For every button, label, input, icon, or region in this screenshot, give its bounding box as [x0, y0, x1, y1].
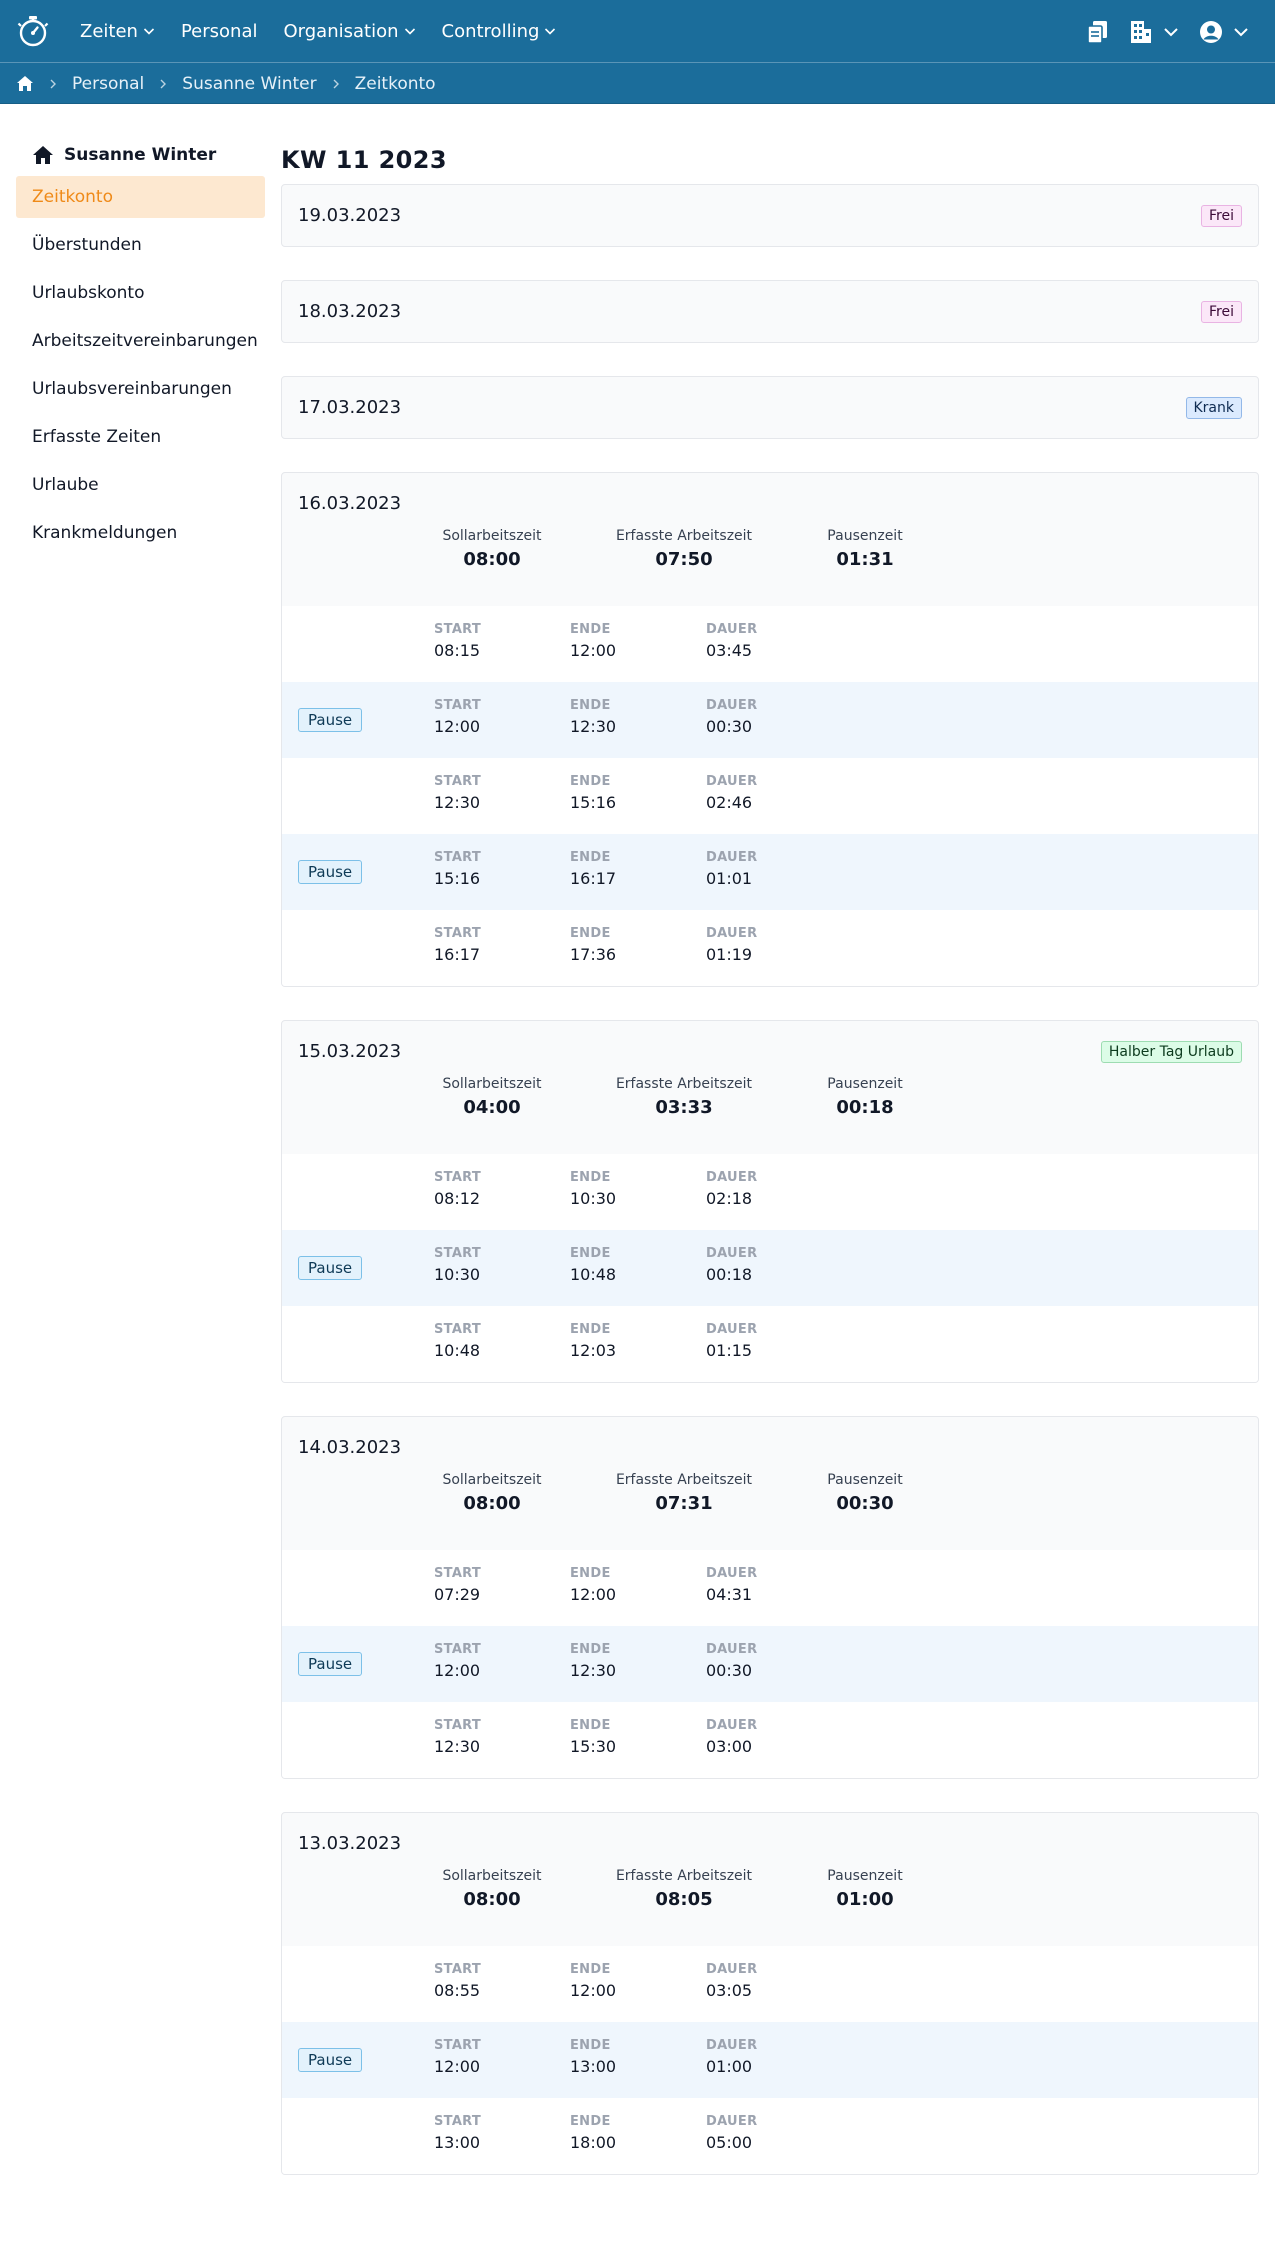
segment-header: DAUER: [706, 850, 758, 865]
work-segment: [282, 758, 1258, 834]
segment-value: 12:00: [570, 1981, 617, 2000]
segment-ende: [570, 1642, 616, 1680]
chevron-down-icon: [1233, 24, 1249, 40]
segment-value: 03:45: [706, 641, 753, 660]
work-segment: [282, 1154, 1258, 1230]
nav-item-label: Personal: [180, 20, 258, 42]
work-segment: [282, 606, 1258, 682]
segment-dauer: [706, 774, 757, 812]
segment-value: 12:30: [570, 1661, 617, 1680]
segment-value: 15:16: [570, 793, 617, 812]
segment-ende: [570, 1718, 616, 1756]
breadcrumb-item[interactable]: Personal: [72, 73, 145, 94]
segment-start: [434, 1322, 481, 1360]
day-header: [282, 281, 1258, 342]
segment-header: START: [434, 1246, 482, 1261]
segment-value: 00:30: [706, 1661, 753, 1680]
sidebar-item-arbeitszeitvereinbarungen[interactable]: Arbeitszeitvereinbarungen: [32, 331, 258, 351]
segment-header: DAUER: [706, 1718, 758, 1733]
segment-value: 10:30: [570, 1189, 617, 1208]
segment-header: START: [434, 926, 482, 941]
segment-value: 12:30: [570, 717, 617, 736]
pause-tag: Pause: [298, 2048, 362, 2072]
segment-ende: [570, 774, 616, 812]
day-card: [281, 184, 1259, 247]
segment-ende: [570, 1322, 616, 1360]
chevron-down-icon: [544, 25, 556, 37]
main-nav: [0, 0, 1275, 63]
segment-value: 10:30: [434, 1265, 481, 1284]
segment-start: [434, 1718, 481, 1756]
segment-header: ENDE: [570, 1566, 611, 1581]
segment-value: 12:30: [434, 793, 481, 812]
day-date: 19.03.2023: [298, 205, 402, 226]
segment-start: [434, 1170, 481, 1208]
segment-value: 13:00: [570, 2057, 617, 2076]
summary-value: 08:00: [463, 1889, 521, 1910]
nav-item-label: Controlling: [441, 20, 540, 42]
segment-ende: [570, 2038, 616, 2076]
employee-name: Susanne Winter: [64, 145, 217, 165]
segment-dauer: [706, 1962, 757, 2000]
zeitkonto-content: [281, 134, 1259, 2208]
segment-start: [434, 926, 481, 964]
segment-header: DAUER: [706, 622, 758, 637]
segment-start: [434, 1642, 481, 1680]
segment-value: 01:00: [706, 2057, 753, 2076]
segment-value: 15:30: [570, 1737, 617, 1756]
segment-header: ENDE: [570, 774, 611, 789]
segment-value: 01:15: [706, 1341, 753, 1360]
day-date: 15.03.2023: [298, 1041, 402, 1062]
day-status-badge: Frei: [1201, 205, 1242, 227]
nav-item-zeiten[interactable]: [80, 21, 155, 42]
segment-header: ENDE: [570, 2038, 611, 2053]
chevron-down-icon: [404, 25, 416, 37]
segment-dauer: [706, 698, 757, 736]
day-card: [281, 1812, 1259, 2175]
day-date: 14.03.2023: [298, 1437, 402, 1458]
segment-value: 02:46: [706, 793, 753, 812]
segment-header: START: [434, 698, 482, 713]
segment-header: DAUER: [706, 2038, 758, 2053]
segment-dauer: [706, 1718, 757, 1756]
segment-value: 00:30: [706, 717, 753, 736]
sidebar-item-zeitkonto[interactable]: Zeitkonto: [16, 176, 265, 218]
summary-value: 08:05: [655, 1889, 713, 1910]
summary-label: Sollarbeitszeit: [442, 1076, 542, 1092]
nav-item-personal[interactable]: [181, 21, 258, 42]
summary-label: Pausenzeit: [827, 1076, 903, 1092]
segment-value: 16:17: [434, 945, 481, 964]
work-segment: [282, 1550, 1258, 1626]
day-card: [281, 1020, 1259, 1383]
segment-ende: [570, 1246, 616, 1284]
segment-header: ENDE: [570, 1962, 611, 1977]
summary-label: Erfasste Arbeitszeit: [615, 1472, 753, 1488]
summary-pause: [765, 1868, 965, 1910]
segment-header: DAUER: [706, 1962, 758, 1977]
summary-value: 08:00: [463, 549, 521, 570]
segment-value: 12:00: [434, 717, 481, 736]
nav-item-label: Zeiten: [80, 20, 138, 42]
segment-header: DAUER: [706, 2114, 758, 2129]
summary-label: Pausenzeit: [827, 528, 903, 544]
segment-header: ENDE: [570, 1718, 611, 1733]
sidebar-item-krankmeldungen[interactable]: Krankmeldungen: [32, 523, 178, 543]
day-summary: [282, 1464, 1258, 1550]
segment-ende: [570, 1566, 616, 1604]
segment-header: DAUER: [706, 698, 758, 713]
segment-header: ENDE: [570, 1170, 611, 1185]
day-card: [281, 376, 1259, 439]
day-date: 18.03.2023: [298, 301, 402, 322]
segment-header: START: [434, 1170, 482, 1185]
pause-tag: Pause: [298, 860, 362, 884]
segment-header: ENDE: [570, 1246, 611, 1261]
work-segment: [282, 910, 1258, 986]
segment-ende: [570, 2114, 616, 2152]
segment-value: 04:31: [706, 1585, 753, 1604]
day-summary: [282, 1860, 1258, 1946]
summary-value: 00:30: [836, 1493, 894, 1514]
work-segment: [282, 1306, 1258, 1382]
day-card: [281, 472, 1259, 987]
segment-header: ENDE: [570, 1322, 611, 1337]
home-icon: [32, 144, 54, 166]
segment-ende: [570, 622, 616, 660]
segment-value: 03:05: [706, 1981, 753, 2000]
chevron-down-icon: [1163, 24, 1179, 40]
segment-value: 15:16: [434, 869, 481, 888]
segment-header: DAUER: [706, 926, 758, 941]
segment-header: DAUER: [706, 1566, 758, 1581]
segment-dauer: [706, 1566, 757, 1604]
pause-tag: Pause: [298, 1256, 362, 1280]
segment-value: 13:00: [434, 2133, 481, 2152]
segment-header: ENDE: [570, 1642, 611, 1657]
day-card: [281, 1416, 1259, 1779]
segment-header: START: [434, 2114, 482, 2129]
segment-header: START: [434, 1642, 482, 1657]
summary-value: 01:31: [836, 549, 894, 570]
segment-value: 00:18: [706, 1265, 753, 1284]
segment-ende: [570, 1170, 616, 1208]
segment-value: 12:00: [570, 1585, 617, 1604]
chevron-right-icon: [158, 79, 168, 89]
segment-value: 01:19: [706, 945, 753, 964]
segment-value: 07:29: [434, 1585, 481, 1604]
segment-dauer: [706, 1322, 757, 1360]
segment-start: [434, 1566, 481, 1604]
segment-value: 01:01: [706, 869, 753, 888]
segment-header: START: [434, 1566, 482, 1581]
user-menu[interactable]: [1199, 20, 1249, 44]
summary-pause: [765, 1472, 965, 1514]
documents-icon[interactable]: [1087, 20, 1109, 44]
segment-value: 08:12: [434, 1189, 481, 1208]
segment-header: ENDE: [570, 622, 611, 637]
segment-value: 12:03: [570, 1341, 617, 1360]
work-segment: [282, 1946, 1258, 2022]
segment-header: DAUER: [706, 1246, 758, 1261]
day-date: 17.03.2023: [298, 397, 402, 418]
summary-soll: [392, 528, 592, 570]
day-summary: [282, 1068, 1258, 1154]
nav-item-controlling[interactable]: [442, 21, 557, 42]
segment-header: START: [434, 850, 482, 865]
segment-dauer: [706, 622, 757, 660]
nav-item-label: Organisation: [283, 20, 399, 42]
summary-label: Sollarbeitszeit: [442, 528, 542, 544]
summary-label: Sollarbeitszeit: [442, 1868, 542, 1884]
segment-dauer: [706, 850, 757, 888]
segment-header: START: [434, 774, 482, 789]
segment-header: START: [434, 1718, 482, 1733]
segment-value: 12:00: [434, 2057, 481, 2076]
day-header: [282, 377, 1258, 438]
pause-segment: [282, 2022, 1258, 2098]
segment-header: START: [434, 1322, 482, 1337]
segment-ende: [570, 926, 616, 964]
segment-value: 03:00: [706, 1737, 753, 1756]
summary-label: Sollarbeitszeit: [442, 1472, 542, 1488]
segment-value: 02:18: [706, 1189, 753, 1208]
summary-value: 07:31: [655, 1493, 713, 1514]
day-status-badge: Halber Tag Urlaub: [1101, 1041, 1242, 1063]
segment-value: 10:48: [570, 1265, 617, 1284]
summary-soll: [392, 1472, 592, 1514]
segment-header: START: [434, 622, 482, 637]
segment-dauer: [706, 926, 757, 964]
segment-header: DAUER: [706, 1322, 758, 1337]
segment-start: [434, 2114, 481, 2152]
chevron-down-icon: [143, 25, 155, 37]
pause-segment: [282, 834, 1258, 910]
pause-tag: Pause: [298, 1652, 362, 1676]
chevron-right-icon: [48, 79, 58, 89]
summary-pause: [765, 1076, 965, 1118]
segment-dauer: [706, 2114, 757, 2152]
summary-value: 03:33: [655, 1097, 713, 1118]
day-header: [282, 185, 1258, 246]
top-header: [0, 0, 1275, 104]
summary-erfasst: [584, 1868, 784, 1910]
pause-tag: Pause: [298, 708, 362, 732]
segment-start: [434, 2038, 481, 2076]
segment-value: 12:00: [434, 1661, 481, 1680]
pause-segment: [282, 1626, 1258, 1702]
sidebar-item-urlaubsvereinbarungen[interactable]: Urlaubsvereinbarungen: [32, 379, 232, 399]
work-segment: [282, 2098, 1258, 2174]
summary-value: 08:00: [463, 1493, 521, 1514]
segment-ende: [570, 698, 616, 736]
segment-dauer: [706, 1246, 757, 1284]
sidebar-item-überstunden[interactable]: Überstunden: [32, 235, 142, 255]
summary-label: Erfasste Arbeitszeit: [615, 1868, 753, 1884]
breadcrumb-item[interactable]: Zeitkonto: [354, 73, 436, 94]
segment-ende: [570, 850, 616, 888]
summary-value: 00:18: [836, 1097, 894, 1118]
sidebar-title: [16, 134, 265, 176]
user-circle-icon: [1199, 20, 1223, 44]
segment-dauer: [706, 2038, 757, 2076]
segment-value: 17:36: [570, 945, 617, 964]
segment-value: 16:17: [570, 869, 617, 888]
segment-value: 08:55: [434, 1981, 481, 2000]
summary-label: Erfasste Arbeitszeit: [615, 1076, 753, 1092]
segment-header: ENDE: [570, 926, 611, 941]
sidebar: [0, 134, 281, 2208]
home-icon[interactable]: [16, 75, 34, 92]
day-card: [281, 280, 1259, 343]
segment-value: 12:00: [570, 641, 617, 660]
day-date: 13.03.2023: [298, 1833, 402, 1854]
segment-header: START: [434, 2038, 482, 2053]
segment-ende: [570, 1962, 616, 2000]
pause-segment: [282, 1230, 1258, 1306]
segment-header: DAUER: [706, 774, 758, 789]
segment-header: ENDE: [570, 698, 611, 713]
summary-erfasst: [584, 528, 784, 570]
summary-erfasst: [584, 1472, 784, 1514]
segment-header: DAUER: [706, 1170, 758, 1185]
segment-start: [434, 850, 481, 888]
work-segment: [282, 1702, 1258, 1778]
summary-label: Erfasste Arbeitszeit: [615, 528, 753, 544]
day-summary: [282, 520, 1258, 606]
summary-label: Pausenzeit: [827, 1472, 903, 1488]
segment-start: [434, 1962, 481, 2000]
day-status-badge: Krank: [1186, 397, 1243, 419]
day-date: 16.03.2023: [298, 493, 402, 514]
sidebar-item-urlaube[interactable]: Urlaube: [32, 475, 99, 495]
nav-item-organisation[interactable]: [283, 21, 415, 42]
summary-soll: [392, 1868, 592, 1910]
stopwatch-logo-icon[interactable]: [16, 14, 50, 48]
segment-dauer: [706, 1642, 757, 1680]
sidebar-item-urlaubskonto[interactable]: Urlaubskonto: [32, 283, 145, 303]
segment-value: 18:00: [570, 2133, 617, 2152]
segment-header: ENDE: [570, 850, 611, 865]
chevron-right-icon: [331, 79, 341, 89]
day-status-badge: Frei: [1201, 301, 1242, 323]
segment-header: START: [434, 1962, 482, 1977]
segment-value: 05:00: [706, 2133, 753, 2152]
summary-erfasst: [584, 1076, 784, 1118]
summary-pause: [765, 528, 965, 570]
segment-header: DAUER: [706, 1642, 758, 1657]
segment-value: 10:48: [434, 1341, 481, 1360]
building-icon: [1129, 20, 1153, 44]
summary-value: 01:00: [836, 1889, 894, 1910]
summary-label: Pausenzeit: [827, 1868, 903, 1884]
summary-value: 04:00: [463, 1097, 521, 1118]
segment-value: 08:15: [434, 641, 481, 660]
segment-value: 12:30: [434, 1737, 481, 1756]
segment-header: ENDE: [570, 2114, 611, 2129]
segment-start: [434, 774, 481, 812]
segment-start: [434, 1246, 481, 1284]
breadcrumb-item[interactable]: Susanne Winter: [182, 73, 317, 94]
summary-soll: [392, 1076, 592, 1118]
week-title: KW 11 2023: [281, 146, 447, 174]
nav-right-tools: [1087, 0, 1249, 63]
summary-value: 07:50: [655, 549, 713, 570]
breadcrumb: [0, 63, 1275, 104]
organisation-switcher[interactable]: [1129, 20, 1179, 44]
pause-segment: [282, 682, 1258, 758]
segment-start: [434, 698, 481, 736]
segment-start: [434, 622, 481, 660]
segment-dauer: [706, 1170, 757, 1208]
sidebar-item-erfasste-zeiten[interactable]: Erfasste Zeiten: [32, 427, 162, 447]
